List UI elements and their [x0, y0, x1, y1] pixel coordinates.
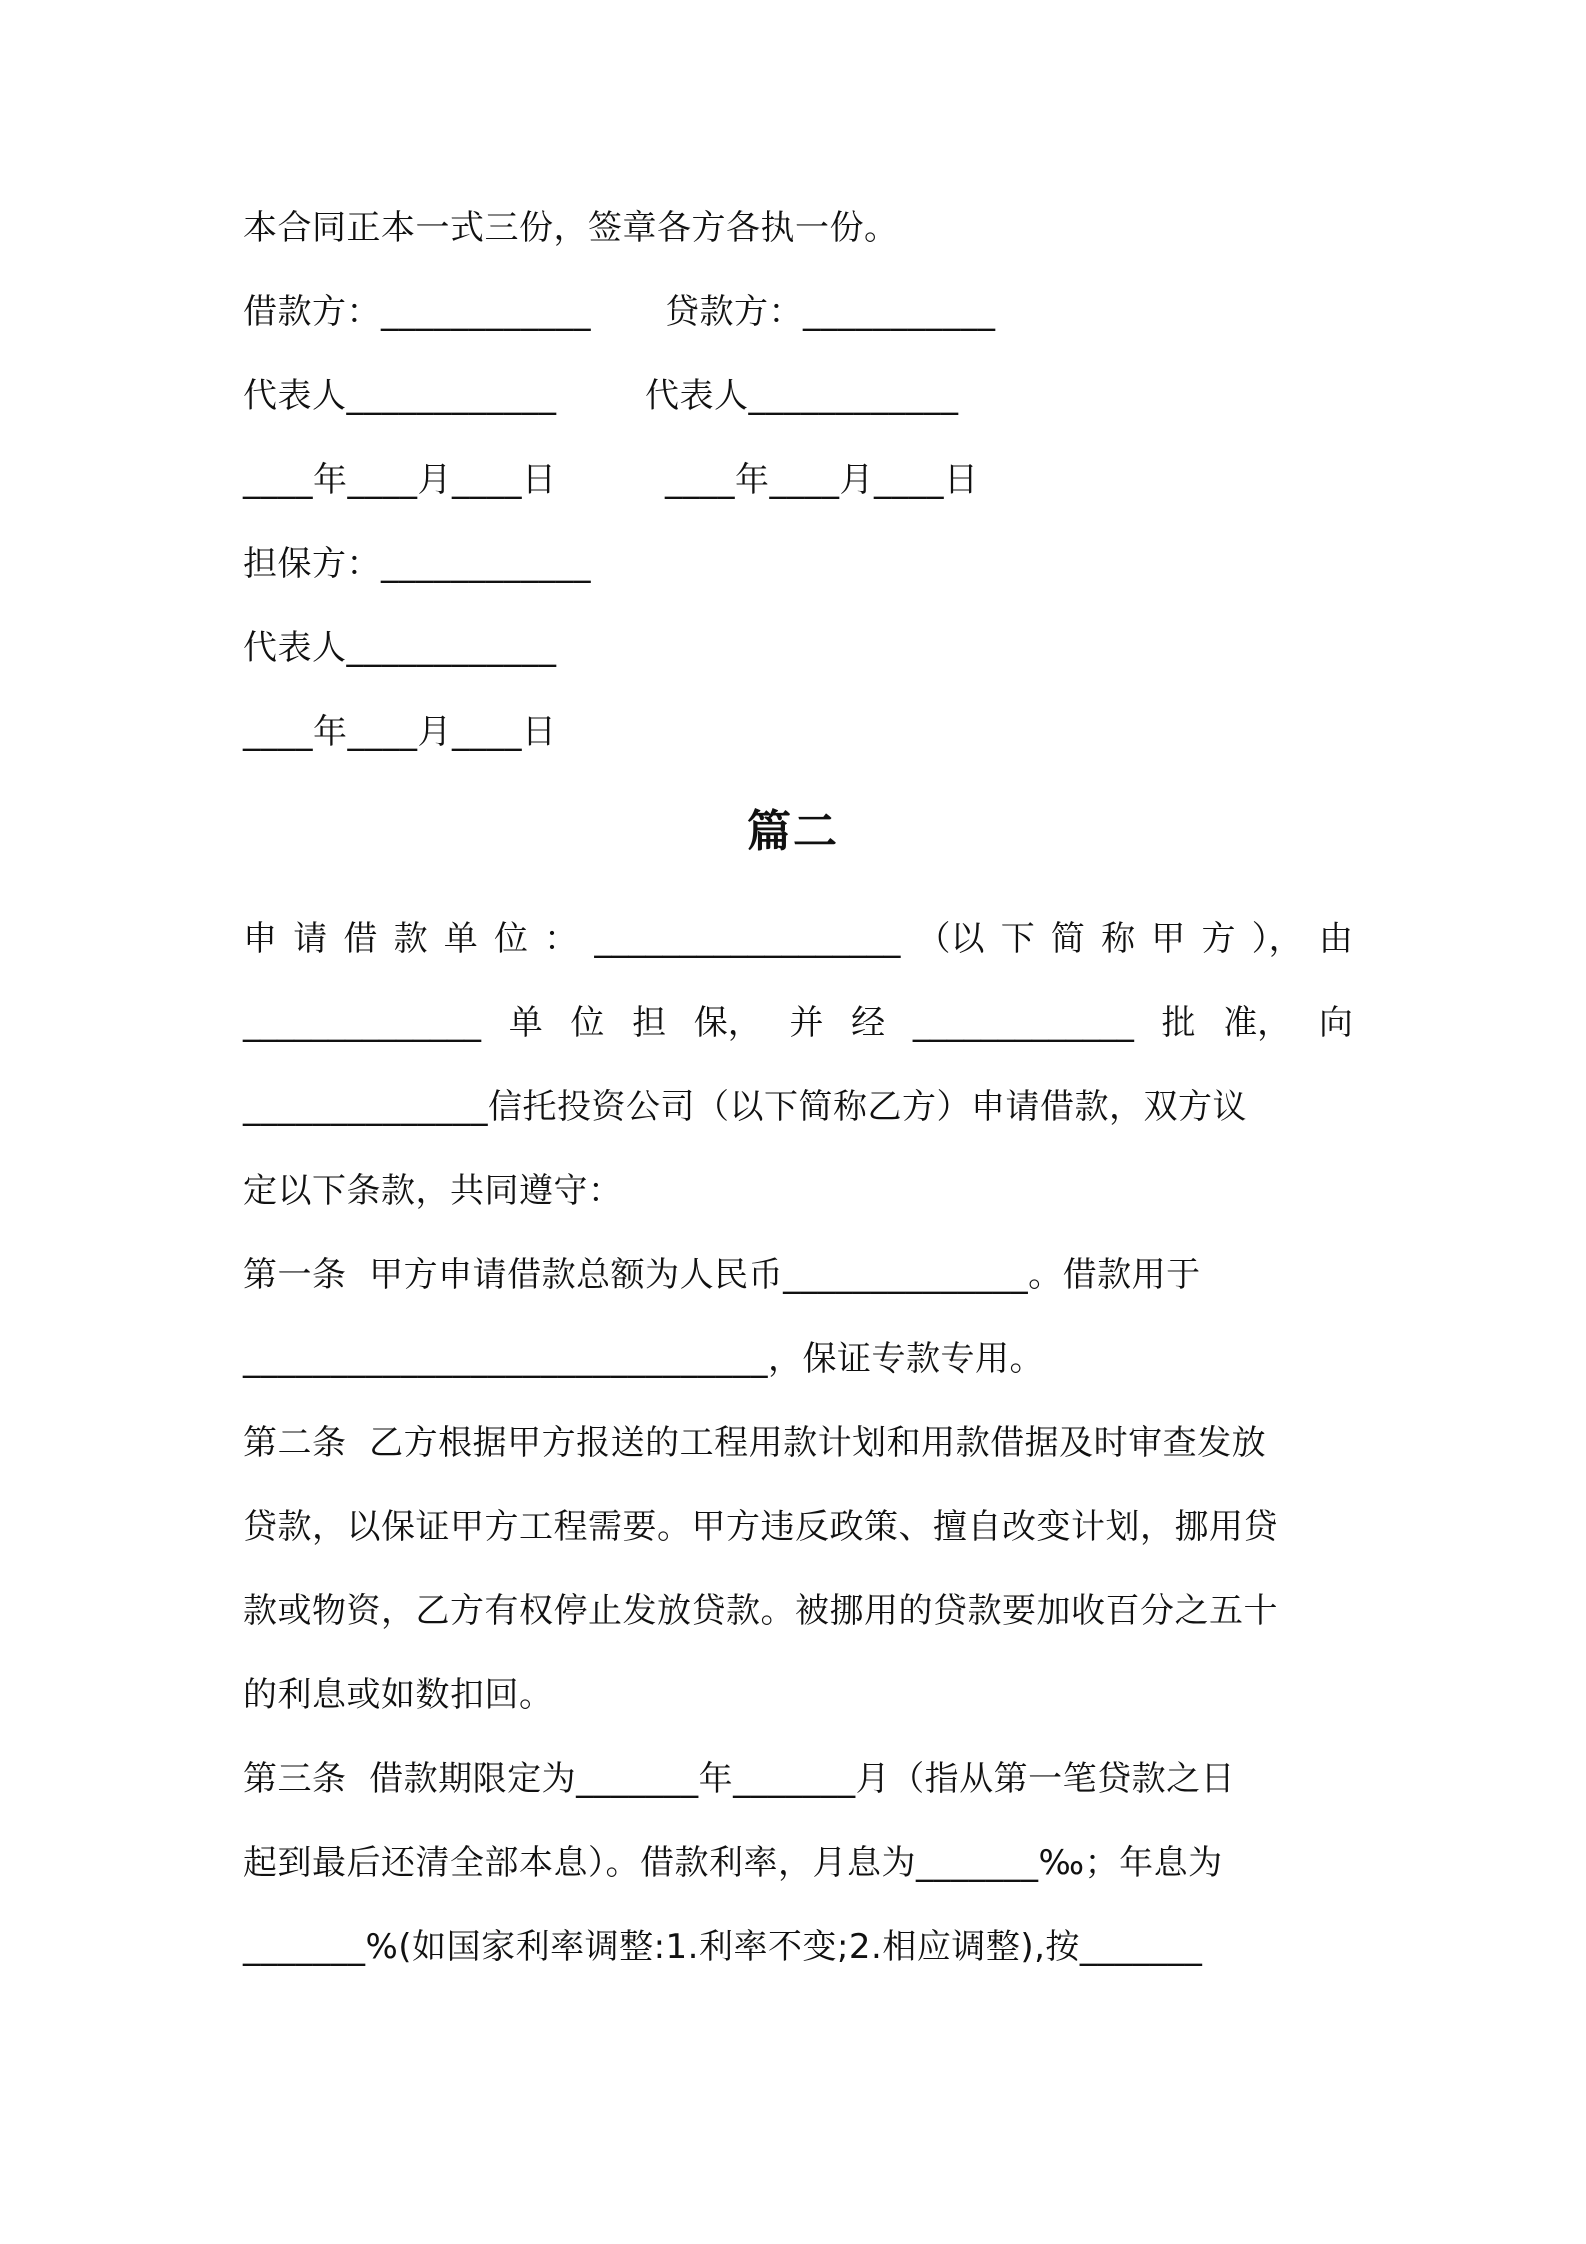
text-segment: 下 — [1000, 919, 1035, 959]
text-segment: 请 — [293, 919, 328, 959]
application-line-4: 定以下条款，共同遵守： — [243, 1171, 623, 1211]
borrower-field: 借款方：____________ — [243, 292, 591, 332]
blank-field: __________________ — [594, 919, 901, 959]
section-title: 篇二 — [747, 806, 839, 857]
article-2-line-4: 的利息或如数扣回。 — [243, 1675, 554, 1715]
text-segment: 申 — [243, 919, 277, 959]
guarantor-representative: 代表人____________ — [243, 628, 557, 668]
text-segment: 称 — [1101, 919, 1136, 959]
article-1-line-1: 第一条 甲方申请借款总额为人民币______________。借款用于 — [243, 1255, 1201, 1295]
text-segment: 单 — [508, 1003, 543, 1043]
text-segment: 向 — [1318, 1003, 1353, 1043]
text-segment: 担 — [632, 1003, 667, 1043]
lender-date: ____年____月____日 — [665, 460, 979, 500]
article-3-line-1: 第三条 借款期限定为_______年_______月（指从第一笔贷款之日 — [243, 1759, 1236, 1799]
article-2-line-3: 款或物资，乙方有权停止发放贷款。被挪用的贷款要加收百分之五十 — [243, 1591, 1278, 1631]
article-2-line-1: 第二条 乙方根据甲方报送的工程用款计划和用款借据及时审查发放 — [243, 1423, 1267, 1463]
blank-field: _____________ — [912, 1003, 1134, 1043]
article-3-line-2: 起到最后还清全部本息）。借款利率，月息为_______‰；年息为 — [243, 1843, 1223, 1883]
text-segment: 款 — [393, 919, 428, 959]
text-segment: 批 — [1161, 1003, 1196, 1043]
article-3-line-3: _______%(如国家利率调整:1.利率不变;2.相应调整),按_______ — [243, 1927, 1203, 1967]
text-segment: 单 — [443, 919, 478, 959]
text-segment: 位 — [570, 1003, 605, 1043]
text-segment: ）， — [1251, 919, 1303, 959]
blank-field: ______________ — [243, 1003, 481, 1043]
text-segment: 并 — [789, 1003, 824, 1043]
application-line-2 — [243, 1002, 1353, 1044]
guarantor-field: 担保方：____________ — [243, 544, 591, 584]
text-segment: 由 — [1318, 919, 1353, 959]
text-segment: 准， — [1223, 1003, 1292, 1043]
application-line-3: ______________信托投资公司（以下简称乙方）申请借款，双方议 — [243, 1087, 1247, 1127]
text-segment: 借 — [343, 919, 378, 959]
borrower-date: ____年____月____日 — [243, 460, 557, 500]
text-segment: （以 — [916, 919, 985, 959]
lender-representative: 代表人____________ — [645, 376, 959, 416]
text-segment: 甲 — [1151, 919, 1186, 959]
article-1-line-2: ______________________________，保证专款专用。 — [243, 1339, 1044, 1379]
guarantor-date: ____年____月____日 — [243, 712, 557, 752]
text-segment: 位 — [493, 919, 528, 959]
article-2-line-2: 贷款，以保证甲方工程需要。甲方违反政策、擅自改变计划，挪用贷 — [243, 1507, 1278, 1547]
text-segment: 方 — [1201, 919, 1236, 959]
text-segment: 经 — [851, 1003, 886, 1043]
text-segment: 简 — [1050, 919, 1085, 959]
application-line-1 — [243, 918, 1353, 960]
copies-clause: 本合同正本一式三份，签章各方各执一份。 — [243, 208, 899, 248]
borrower-representative: 代表人____________ — [243, 376, 557, 416]
text-segment: 保， — [693, 1003, 762, 1043]
lender-field: 贷款方：___________ — [665, 292, 996, 332]
text-segment: ： — [544, 919, 579, 959]
